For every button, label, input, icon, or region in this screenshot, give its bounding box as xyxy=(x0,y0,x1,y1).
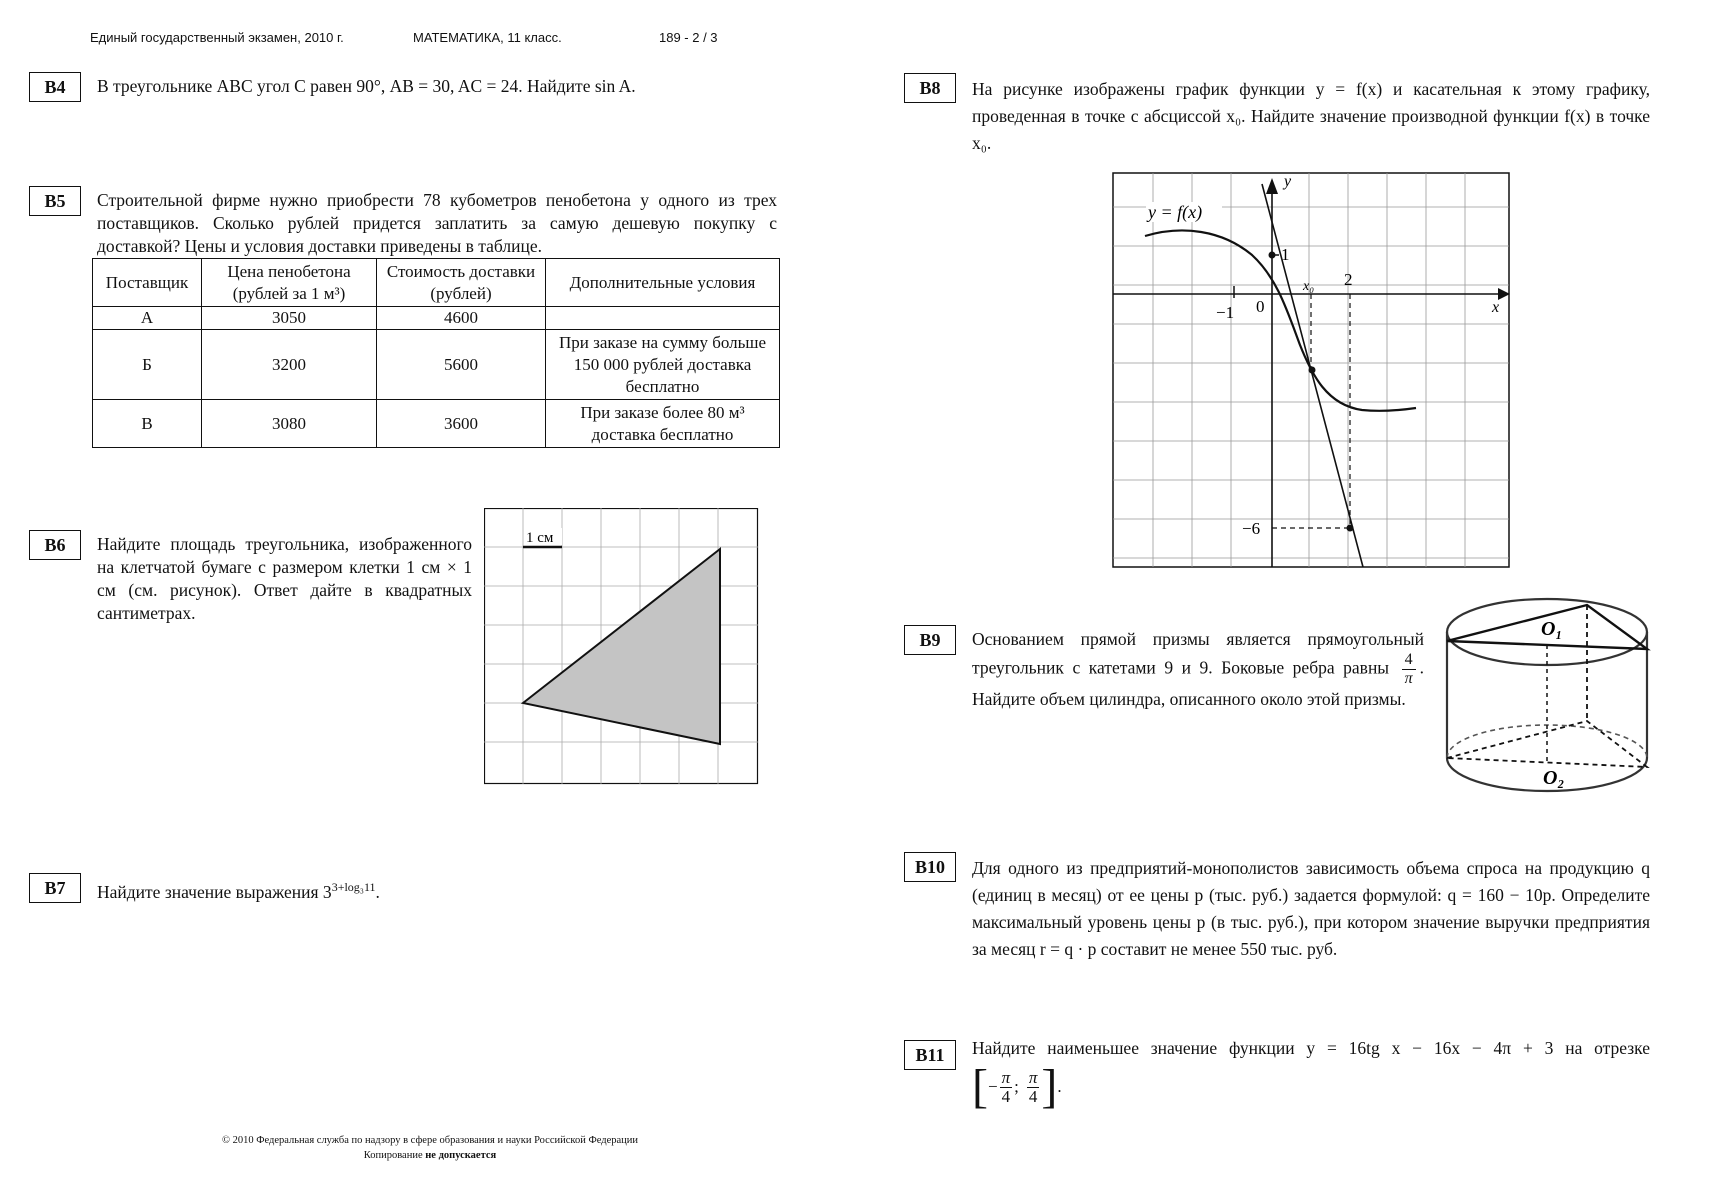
b7-exponent: 3+log₃11 xyxy=(331,880,376,894)
table-cell: 4600 xyxy=(377,307,546,330)
footer-copy-text: Копирование xyxy=(363,1150,426,1161)
b9-frac-num: 4 xyxy=(1402,651,1416,670)
b9-label: B9 xyxy=(904,625,956,655)
b6-text: Найдите площадь треугольника, изображенного на клетчатой бумаге с размером клетки 1 см × 1 см (см. рисунок). Ответ дайте в квадратных сантиметрах. xyxy=(97,534,472,623)
bracket-right: ] xyxy=(1041,1060,1058,1113)
b4-label: B4 xyxy=(29,72,81,102)
frac-b-den: 4 xyxy=(1028,1086,1038,1106)
interval-minus: − xyxy=(987,1077,998,1096)
table-row xyxy=(93,307,780,330)
tick-1-label: 1 xyxy=(1281,245,1290,264)
interval-end: . xyxy=(1057,1077,1062,1096)
table-cell: 3200 xyxy=(202,330,377,400)
b7-expression xyxy=(97,876,697,904)
b9-cylinder-figure xyxy=(1443,595,1653,805)
point-y1 xyxy=(1269,252,1276,259)
b5-label: B5 xyxy=(29,186,81,216)
table-header: Поставщик xyxy=(93,259,202,307)
table-cell: При заказе на сумму больше 150 000 рублей доставка бесплатно xyxy=(546,330,780,400)
interval-sep: ; xyxy=(1014,1077,1019,1096)
point-neg6 xyxy=(1347,525,1354,532)
b6-grid-figure xyxy=(484,508,759,785)
o2-label: O₂ xyxy=(1543,767,1565,789)
b7-label: B7 xyxy=(29,873,81,903)
header-exam: Единый государственный экзамен, 2010 г. xyxy=(90,30,344,45)
table-cell: 3600 xyxy=(377,400,546,448)
table-header: Цена пенобетона (рублей за 1 м³) xyxy=(202,259,377,307)
y-axis-label: y xyxy=(1284,173,1292,190)
frac-a-den: 4 xyxy=(1001,1086,1011,1106)
b11-text: Найдите наименьшее значение функции y = 16tg x − 16x − 4π + 3 на отрезке xyxy=(972,1038,1650,1058)
tick-neg1-label: −1 xyxy=(1216,303,1235,322)
bracket-left: [ xyxy=(972,1060,988,1113)
frac-b-num: π xyxy=(1028,1067,1038,1087)
tick-x0-label: x₀ xyxy=(1303,279,1315,294)
b8-text: На рисунке изображены график функции y = f(x) и касательная к этому графику, проведенная в точке с абсциссой x₀. Найдите значение производной функции f(x) в точке x₀. xyxy=(972,79,1650,153)
table-header: Стоимость доставки (рублей) xyxy=(377,259,546,307)
header-page: 189 - 2 / 3 xyxy=(659,30,718,45)
tick-2-label: 2 xyxy=(1344,270,1353,289)
frac-b xyxy=(1027,1069,1040,1106)
table-cell: 3080 xyxy=(202,400,377,448)
table-cell: 3050 xyxy=(202,307,377,330)
table-header-row xyxy=(93,259,780,307)
table-row xyxy=(93,400,780,448)
b11-interval xyxy=(972,1060,1062,1113)
footer-copyright: © 2010 Федеральная служба по надзору в сфере образования и науки Российской Федерации xyxy=(221,1135,639,1146)
b5-text: Строительной фирме нужно приобрести 78 кубометров пенобетона у одного из трех поставщиков. Сколько рублей придется заплатить за самую дешевую покупку с доставкой? Цены и условия доставки приведены в таблице. xyxy=(97,190,777,256)
table-cell: Б xyxy=(93,330,202,400)
tick-neg6-label: −6 xyxy=(1242,519,1261,538)
b9-text-block xyxy=(972,628,1424,711)
b7-end: . xyxy=(375,881,380,902)
b11-label: B11 xyxy=(904,1040,956,1070)
table-cell xyxy=(546,307,780,330)
table-cell: В xyxy=(93,400,202,448)
frac-a-num: π xyxy=(1001,1067,1011,1087)
b10-text: Для одного из предприятий-монополистов зависимость объема спроса на продукцию q (единиц в месяц) от ее цены p (тыс. руб.) задается формулой: q = 160 − 10p. Определите максимальный уровень цены p (в тыс. руб.), при котором значение выручки предприятия за месяц r = q · p составит не менее 550 тыс. руб. xyxy=(972,858,1650,959)
tick-0-label: 0 xyxy=(1256,297,1265,316)
supplier-table xyxy=(92,258,780,448)
footer-copy-bold: не допускается xyxy=(425,1150,497,1161)
scale-label: 1 см xyxy=(526,530,554,546)
frac-a xyxy=(1000,1069,1013,1106)
tangent-point xyxy=(1309,367,1316,374)
b9-frac-den: π xyxy=(1404,670,1413,687)
table-cell: 5600 xyxy=(377,330,546,400)
header-subject: МАТЕМАТИКА, 11 класс. xyxy=(413,30,562,45)
b6-label: B6 xyxy=(29,530,81,560)
b4-text: В треугольнике ABC угол C равен 90°, AB = 30, AC = 24. Найдите sin A. xyxy=(97,76,636,96)
b8-function-graph xyxy=(1112,170,1512,570)
table-row xyxy=(93,330,780,400)
o1-label: O₁ xyxy=(1541,618,1563,640)
curve-label: y = f(x) xyxy=(1148,202,1203,222)
b9-fraction xyxy=(1402,651,1416,688)
b7-text: Найдите значение выражения 3 xyxy=(97,881,332,902)
footer-copy-note xyxy=(150,1150,710,1161)
table-header: Дополнительные условия xyxy=(546,259,780,307)
x-axis-label: x xyxy=(1492,299,1500,316)
b9-text-2: . Найдите объем цилиндра, описанного около этой призмы. xyxy=(972,657,1424,709)
table-cell: При заказе более 80 м³ доставка бесплатно xyxy=(546,400,780,448)
b9-text-1: Основанием прямой призмы является прямоугольный треугольник с катетами 9 и 9. Боковые ребра равны xyxy=(972,629,1424,678)
table-cell: А xyxy=(93,307,202,330)
b10-label: B10 xyxy=(904,852,956,882)
b8-label: B8 xyxy=(904,73,956,103)
